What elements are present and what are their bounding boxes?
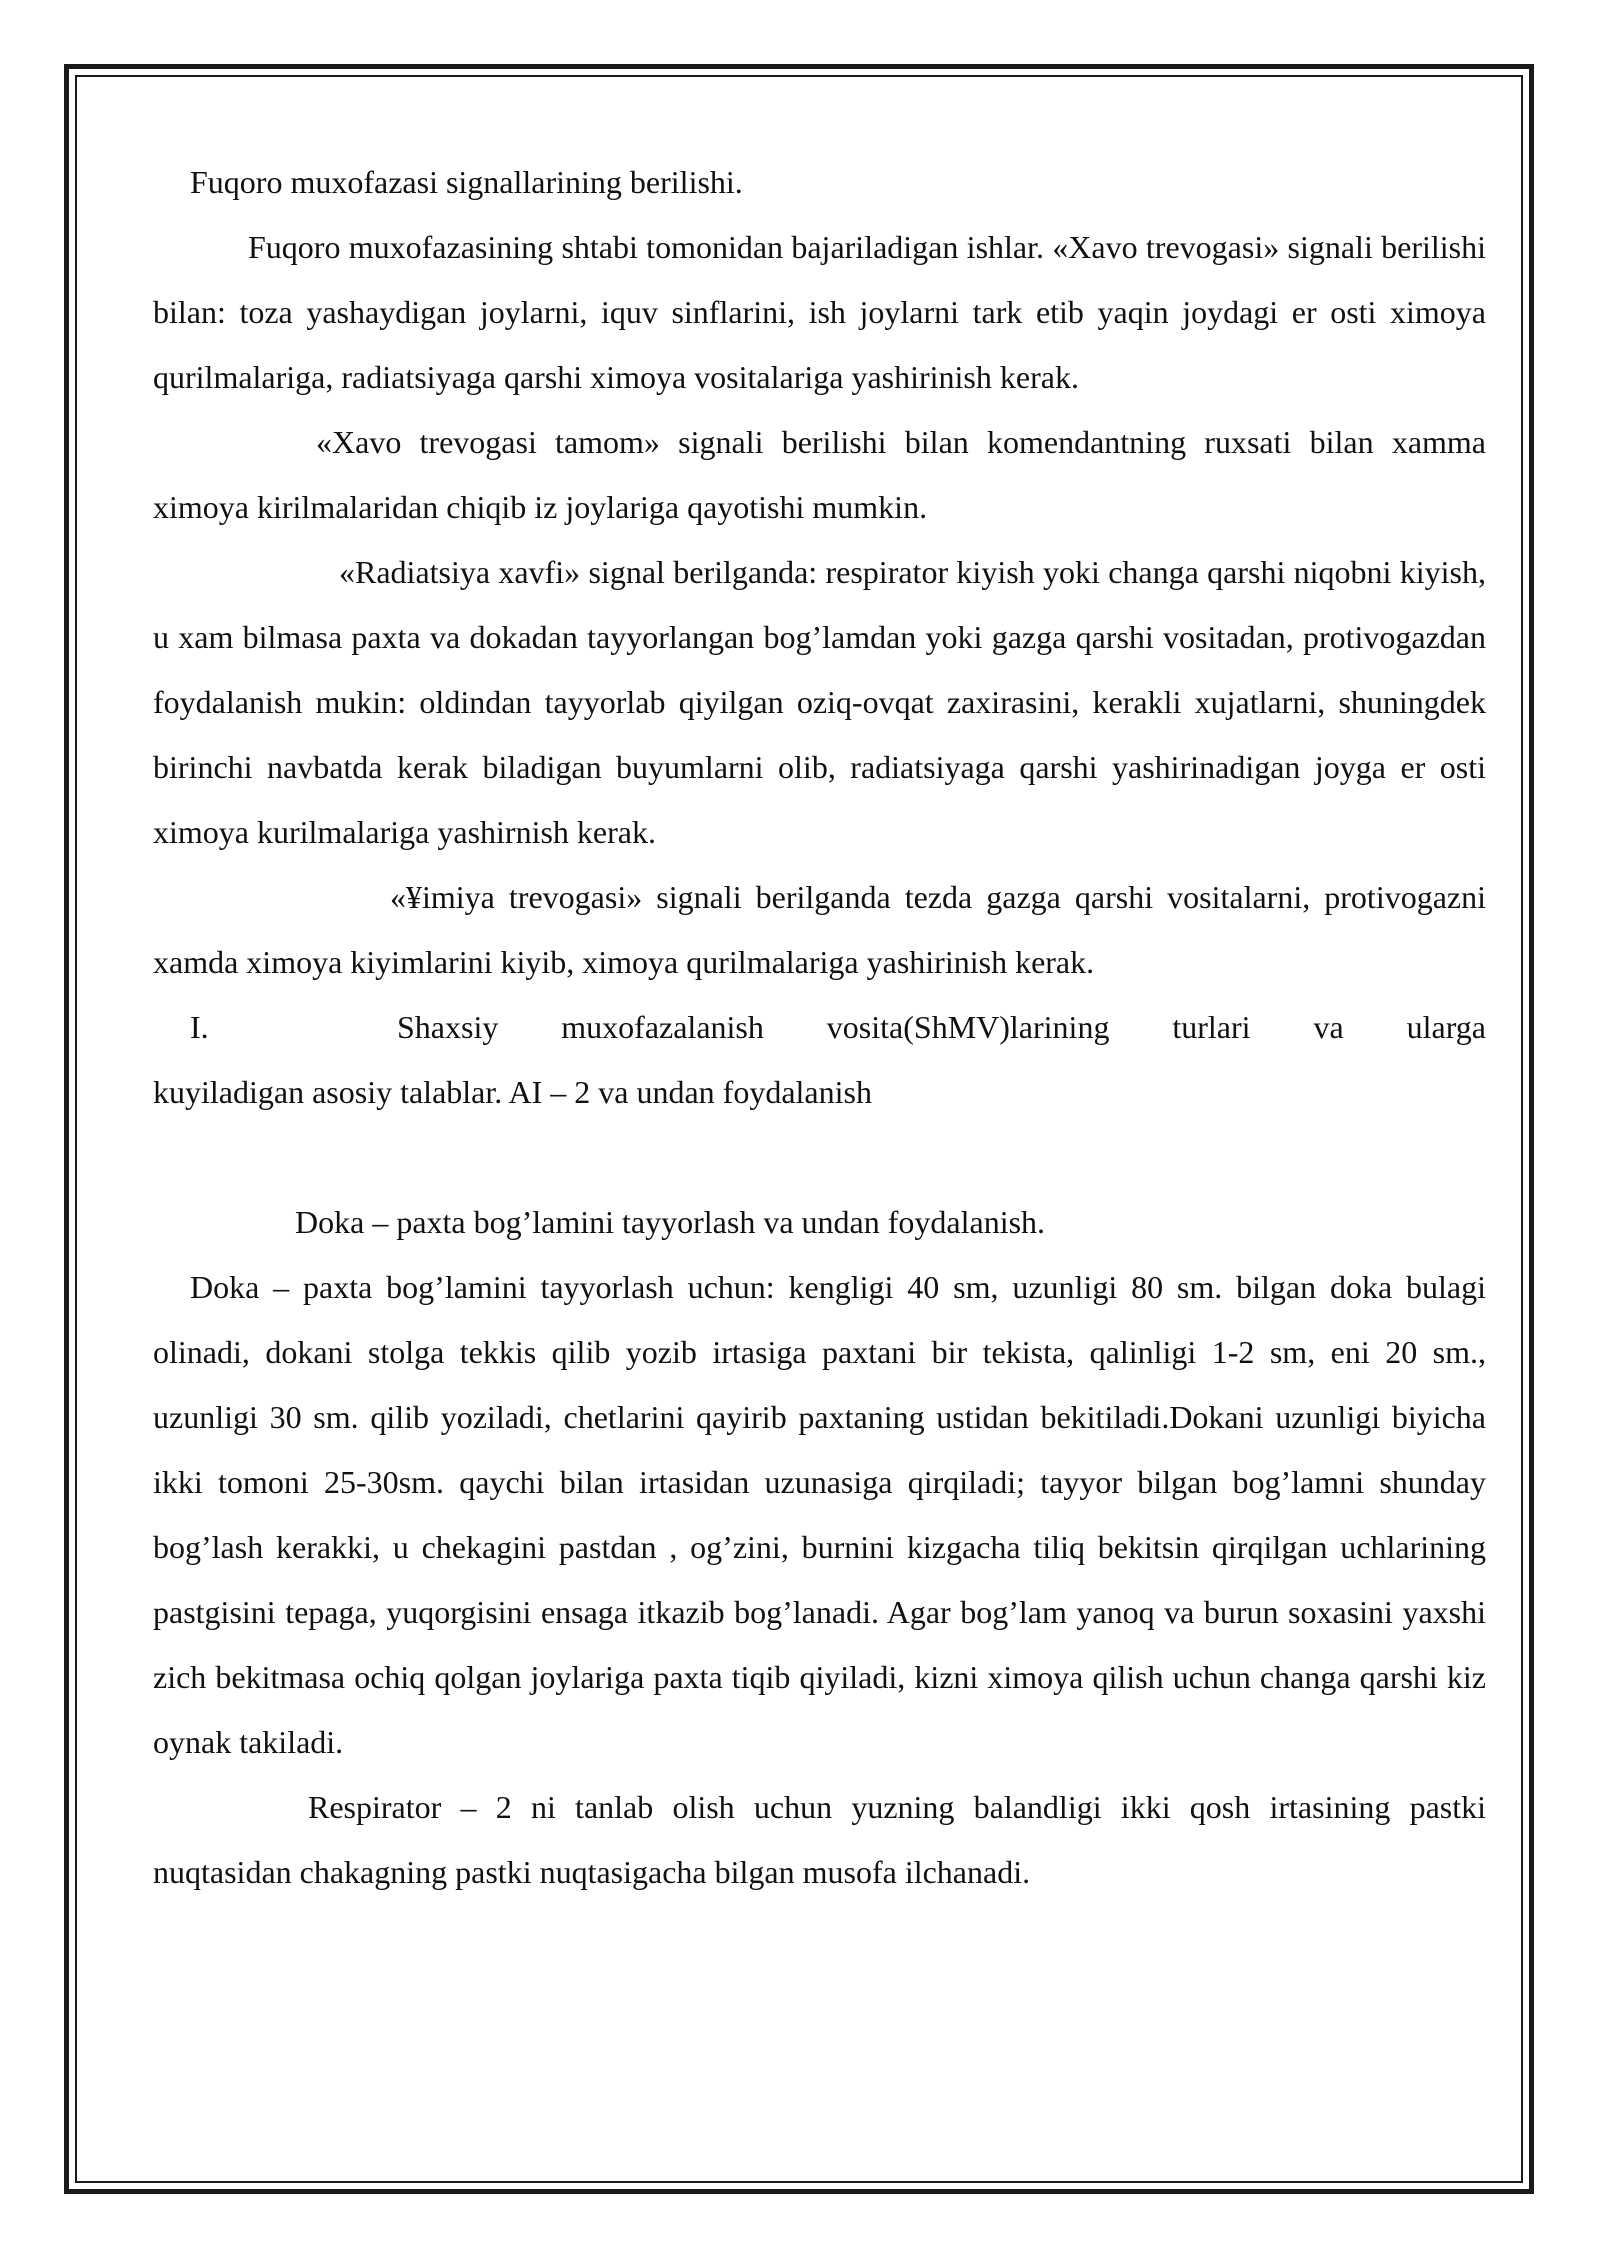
subheading-gauze-bandage: Doka – paxta bog’lamini tayyorlash va undan foydalanish.: [295, 1204, 1046, 1240]
paragraph-air-raid-over: «Xavo trevogasi tamom» signali berilishi bilan komendantning ruxsati bilan xamma ximoya kirilmalaridan chiqib iz joylariga qayotishi mumkin.: [153, 424, 1486, 525]
section-heading: [153, 995, 1486, 1125]
paragraph-signals-title: Fuqoro muxofazasi signallarining berilishi.: [190, 164, 743, 200]
section-title-line2: kuyiladigan asosiy talablar. AI – 2 va undan foydalanish: [153, 1074, 872, 1110]
paragraph-air-raid: Fuqoro muxofazasining shtabi tomonidan bajariladigan ishlar. «Xavo trevogasi» signali berilishi bilan: toza yashaydigan joylarni, iquv sinflarini, ish joylarni tark etib yaqin joydagi er osti ximoya qurilmalariga, radiatsiyaga qarshi ximoya vositalariga yashirinish kerak.: [153, 229, 1486, 395]
document-body: [153, 150, 1486, 1905]
paragraph-radiation-danger: «Radiatsiya xavfi» signal berilganda: respirator kiyish yoki changa qarshi niqobni kiyish, u xam bilmasa paxta va dokadan tayyorlangan bog’lamdan yoki gazga qarshi vositadan, protivogazdan foydalanish mukin: oldindan tayyorlab qiyilgan oziq-ovqat zaxirasini, kerakli xujatlarni, shuningdek birinchi navbatda kerak biladigan buyumlarni olib, radiatsiyaga qarshi yashirinadigan joyga er osti ximoya kurilmalariga yashirnish kerak.: [153, 554, 1486, 850]
paragraph-chemical-alarm: «¥imiya trevogasi» signali berilganda tezda gazga qarshi vositalarni, protivogazni xamda ximoya kiyimlarini kiyib, ximoya qurilmalariga yashirinish kerak.: [153, 879, 1486, 980]
section-title-line1: Shaxsiy muxofazalanish vosita(ShMV)larining turlari va ularga: [397, 1009, 1486, 1045]
paragraph-gauze-bandage: Doka – paxta bog’lamini tayyorlash uchun: kengligi 40 sm, uzunligi 80 sm. bilgan doka bulagi olinadi, dokani stolga tekkis qilib yozib irtasiga paxtani bir tekista, qalinligi 1-2 sm, eni 20 sm., uzunligi 30 sm. qilib yoziladi, chetlarini qayirib paxtaning ustidan bekitiladi.Dokani uzunligi biyicha ikki tomoni 25-30sm. qaychi bilan irtasidan uzunasiga qirqiladi; tayyor bilgan bog’lamni shunday bog’lash kerakki, u chekagini pastdan , og’zini, burnini kizgacha tiliq bekitsin qirqilgan uchlarining pastgisini tepaga, yuqorgisini ensaga itkazib bog’lanadi. Agar bog’lam yanoq va burun soxasini yaxshi zich bekitmasa ochiq qolgan joylariga paxta tiqib qiyiladi, kizni ximoya qilish uchun changa qarshi kiz oynak takiladi.: [153, 1269, 1486, 1760]
paragraph-respirator: Respirator – 2 ni tanlab olish uchun yuzning balandligi ikki qosh irtasining pastki nuqtasidan chakagning pastki nuqtasigacha bilgan musofa ilchanadi.: [153, 1789, 1486, 1890]
section-number: I.: [190, 1009, 209, 1045]
blank-line: [153, 1125, 1486, 1190]
